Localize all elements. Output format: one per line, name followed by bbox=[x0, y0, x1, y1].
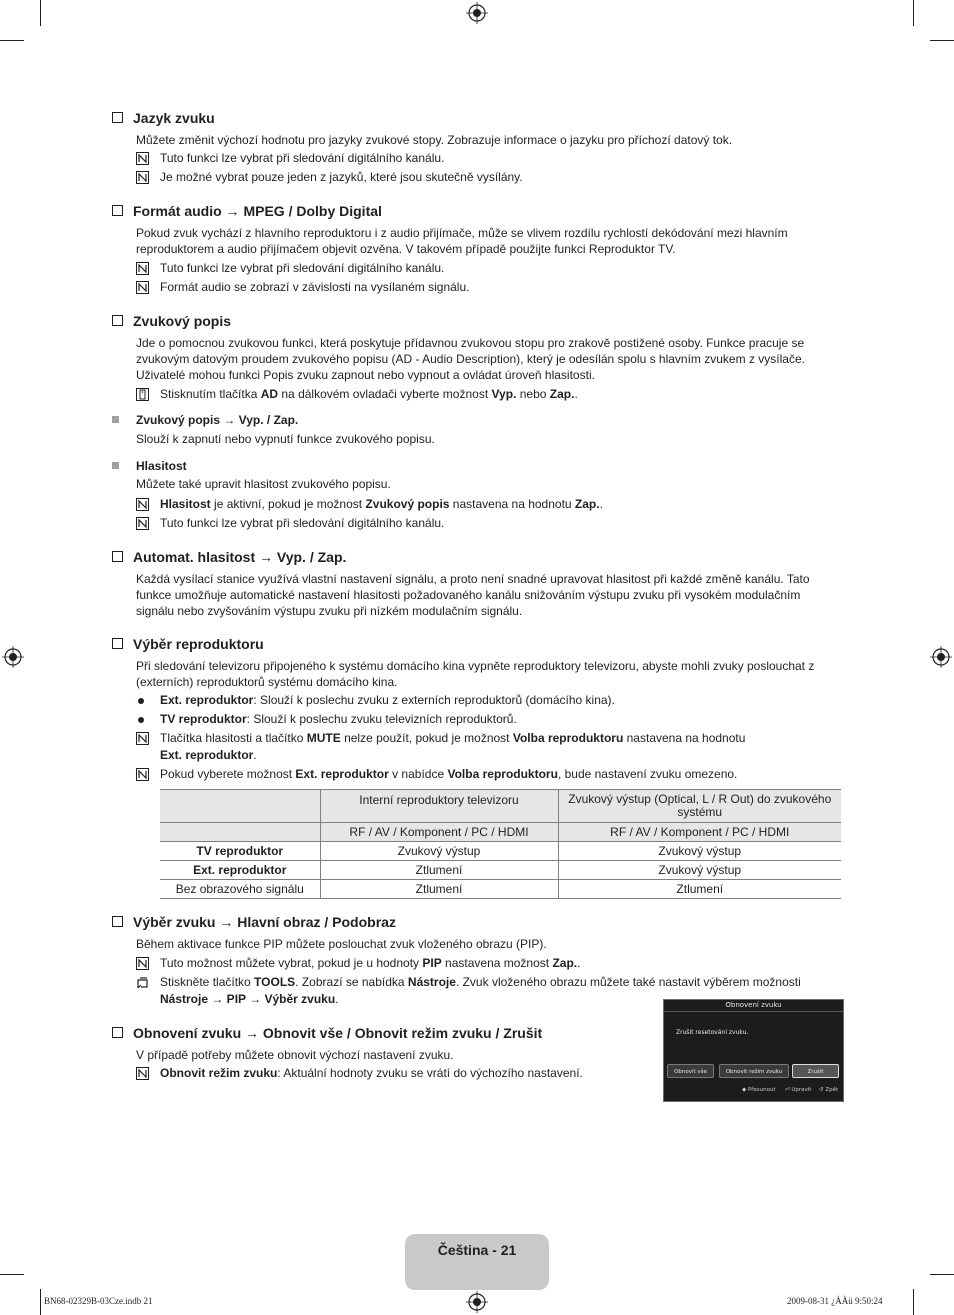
note: Obnovit režim zvuku: Aktuální hodnoty zvuku se vrátí do výchozího nastavení. bbox=[136, 1065, 636, 1082]
note-icon bbox=[136, 171, 149, 184]
note: Je možné vybrat pouze jeden z jazyků, které jsou skutečně vysílány. bbox=[136, 169, 826, 186]
table-header-cell: Interní reproduktory televizoru bbox=[320, 790, 558, 823]
checkbox-bullet-icon bbox=[112, 1027, 123, 1038]
paragraph: Každá vysílací stanice využívá vlastní nastavení signálu, a proto není snadné upravovat hlasitost při každé změně kanálu. Tato funkce umožňuje automatické nastavení hlasitosti požadovaného kanálu snižováním výstupu zvuku při vysokém modulačním signálu nebo zvyšováním výstupu zvuku při nízkém modulačním signálu. bbox=[136, 572, 810, 618]
checkbox-bullet-icon bbox=[112, 638, 123, 649]
registration-mark-icon bbox=[930, 646, 952, 668]
section-heading: Výběr zvuku → Hlavní obraz / Podobraz bbox=[112, 914, 396, 930]
note-icon bbox=[136, 732, 149, 745]
table-row bbox=[160, 880, 841, 899]
list-item: Ext. reproduktor: Slouží k poslechu zvuku z externích reproduktorů (domácího kina). bbox=[136, 692, 615, 708]
move-icon: ◆ bbox=[742, 1087, 748, 1093]
note-icon bbox=[136, 768, 149, 781]
reset-sound-dialog bbox=[663, 999, 844, 1102]
crop-mark bbox=[930, 40, 954, 41]
note-icon bbox=[136, 1067, 149, 1080]
table-row bbox=[160, 861, 841, 880]
checkbox-bullet-icon bbox=[112, 916, 123, 927]
list-item: TV reproduktor: Slouží k poslechu zvuku televizních reproduktorů. bbox=[136, 711, 517, 727]
row-label: TV reproduktor bbox=[160, 842, 320, 861]
note: Formát audio se zobrazí v závislosti na vysílaném signálu. bbox=[136, 279, 826, 296]
paragraph: Při sledování televizoru připojeného k systému domácího kina vypněte reproduktory televizoru, abyste mohli zvuky poslouchat z (externích) reproduktorů systému domácího kina. bbox=[136, 659, 815, 689]
bullet-icon bbox=[138, 698, 144, 704]
table-cell: Ztlumení bbox=[320, 861, 558, 880]
note-icon bbox=[136, 281, 149, 294]
bullet-icon bbox=[138, 717, 144, 723]
enter-hint: ⏎ Upravit bbox=[785, 1087, 812, 1093]
paragraph: Slouží k zapnutí nebo vypnutí funkce zvukového popisu. bbox=[136, 432, 435, 446]
note: Tuto funkci lze vybrat při sledování digitálního kanálu. bbox=[136, 515, 826, 532]
remote-note: Stisknutím tlačítka AD na dálkovém ovladači vyberte možnost Vyp. nebo Zap.. bbox=[136, 386, 826, 403]
tools-note: Stiskněte tlačítko TOOLS. Zobrazí se nabídka Nástroje. Zvuk vloženého obrazu můžete také nastavit výběrem možnosti Nástroje → PIP → Výběr zvuku. bbox=[136, 974, 806, 1008]
tools-icon bbox=[136, 976, 149, 989]
crop-mark bbox=[0, 40, 24, 41]
footer-timestamp: 2009-08-31 ¿ÀÀü 9:50:24 bbox=[787, 1296, 883, 1306]
note-icon bbox=[136, 957, 149, 970]
return-hint: ↺ Zpět bbox=[819, 1087, 839, 1093]
paragraph: Během aktivace funkce PIP můžete poslouchat zvuk vloženého obrazu (PIP). bbox=[136, 937, 547, 951]
note: Hlasitost je aktivní, pokud je možnost Zvukový popis nastavena na hodnotu Zap.. bbox=[136, 496, 826, 513]
table-header-cell: RF / AV / Komponent / PC / HDMI bbox=[320, 823, 558, 842]
paragraph: Můžete změnit výchozí hodnotu pro jazyky zvukové stopy. Zobrazuje informace o jazyku pro příchozí datový tok. bbox=[136, 133, 733, 147]
checkbox-bullet-icon bbox=[112, 205, 123, 216]
section-heading: Jazyk zvuku bbox=[112, 110, 215, 126]
remote-control-icon bbox=[136, 388, 149, 401]
crop-mark bbox=[40, 0, 41, 26]
checkbox-bullet-icon bbox=[112, 315, 123, 326]
dialog-title: Obnovení zvuku bbox=[664, 1000, 843, 1012]
return-icon: ↺ bbox=[819, 1087, 826, 1093]
registration-mark-icon bbox=[2, 646, 24, 668]
table-cell bbox=[160, 790, 320, 823]
table-cell: Ztlumení bbox=[320, 880, 558, 899]
crop-mark bbox=[40, 1289, 41, 1315]
page-number: Čeština - 21 bbox=[437, 1242, 517, 1258]
square-bullet-icon bbox=[112, 416, 119, 423]
table-cell: Zvukový výstup bbox=[320, 842, 558, 861]
paragraph: Jde o pomocnou zvukovou funkci, která poskytuje přídavnou zvukovou stopu pro zrakově postižené osoby. Funkce pracuje se zvukovým datovým proudem zvukového popisu (AD - Audio Description), který je odesílán spolu s hlavním zvukem z vysílače. Uživatelé mohou funkci Popis zvuku zapnout nebo vypnout a ovládat úroveň hlasitosti. bbox=[136, 336, 805, 382]
row-label: Bez obrazového signálu bbox=[160, 880, 320, 899]
section-heading: Automat. hlasitost → Vyp. / Zap. bbox=[112, 549, 346, 565]
note-icon bbox=[136, 498, 149, 511]
note-icon bbox=[136, 517, 149, 530]
footer-file: BN68-02329B-03Cze.indb 21 bbox=[44, 1296, 153, 1306]
note: Tuto možnost můžete vybrat, pokud je u hodnoty PIP nastavena možnost Zap.. bbox=[136, 955, 826, 972]
square-bullet-icon bbox=[112, 462, 119, 469]
table-cell: Zvukový výstup bbox=[558, 842, 841, 861]
dialog-message: Zrušit resetování zvuku. bbox=[676, 1029, 749, 1036]
note-icon bbox=[136, 262, 149, 275]
section-heading: Obnovení zvuku → Obnovit vše / Obnovit režim zvuku / Zrušit bbox=[112, 1025, 542, 1041]
table-cell bbox=[160, 823, 320, 842]
registration-mark-icon bbox=[466, 1291, 488, 1313]
section-heading: Formát audio → MPEG / Dolby Digital bbox=[112, 203, 382, 219]
crop-mark bbox=[913, 1289, 914, 1315]
checkbox-bullet-icon bbox=[112, 112, 123, 123]
row-label: Ext. reproduktor bbox=[160, 861, 320, 880]
paragraph: V případě potřeby můžete obnovit výchozí nastavení zvuku. bbox=[136, 1048, 454, 1062]
note: Tuto funkci lze vybrat při sledování digitálního kanálu. bbox=[136, 260, 826, 277]
note-icon bbox=[136, 152, 149, 165]
table-subheader-row bbox=[160, 823, 841, 842]
note: Pokud vyberete možnost Ext. reproduktor v nabídce Volba reproduktoru, bude nastavení zvuku omezeno. bbox=[136, 766, 826, 783]
reset-sound-mode-button[interactable]: Obnovit režim zvuku bbox=[719, 1064, 789, 1078]
paragraph: Pokud zvuk vychází z hlavního reproduktoru i z audio přijímače, může se vlivem rozdílu rychlostí dekódování mezi hlavním reproduktorem a audio přijímačem objevit ozvěna. V takovém případě použijte funkci Reproduktor TV. bbox=[136, 226, 788, 256]
crop-mark bbox=[0, 1274, 24, 1275]
cancel-button[interactable]: Zrušit bbox=[792, 1064, 839, 1078]
crop-mark bbox=[913, 0, 914, 26]
section-heading: Výběr reproduktoru bbox=[112, 636, 264, 652]
table-header-cell: RF / AV / Komponent / PC / HDMI bbox=[558, 823, 841, 842]
crop-mark bbox=[930, 1274, 954, 1275]
sub-item: Zvukový popis → Vyp. / Zap. bbox=[112, 412, 298, 428]
note: Tlačítka hlasitosti a tlačítko MUTE nelze použít, pokud je možnost Volba reproduktoru nastavena na hodnotu Ext. reproduktor. bbox=[136, 730, 826, 764]
table-cell: Zvukový výstup bbox=[558, 861, 841, 880]
speaker-table bbox=[160, 789, 841, 899]
registration-mark-icon bbox=[466, 2, 488, 24]
move-hint: ◆ Přesunout bbox=[742, 1087, 776, 1093]
checkbox-bullet-icon bbox=[112, 551, 123, 562]
table-row bbox=[160, 842, 841, 861]
reset-all-button[interactable]: Obnovit vše bbox=[667, 1064, 714, 1078]
table-header-row bbox=[160, 790, 841, 823]
section-heading: Zvukový popis bbox=[112, 313, 231, 329]
enter-icon: ⏎ bbox=[785, 1087, 792, 1093]
sub-item: Hlasitost bbox=[112, 458, 187, 474]
table-cell: Ztlumení bbox=[558, 880, 841, 899]
paragraph: Můžete také upravit hlasitost zvukového popisu. bbox=[136, 477, 391, 491]
note: Tuto funkci lze vybrat při sledování digitálního kanálu. bbox=[136, 150, 826, 167]
table-header-cell: Zvukový výstup (Optical, L / R Out) do zvukového systému bbox=[558, 790, 841, 823]
